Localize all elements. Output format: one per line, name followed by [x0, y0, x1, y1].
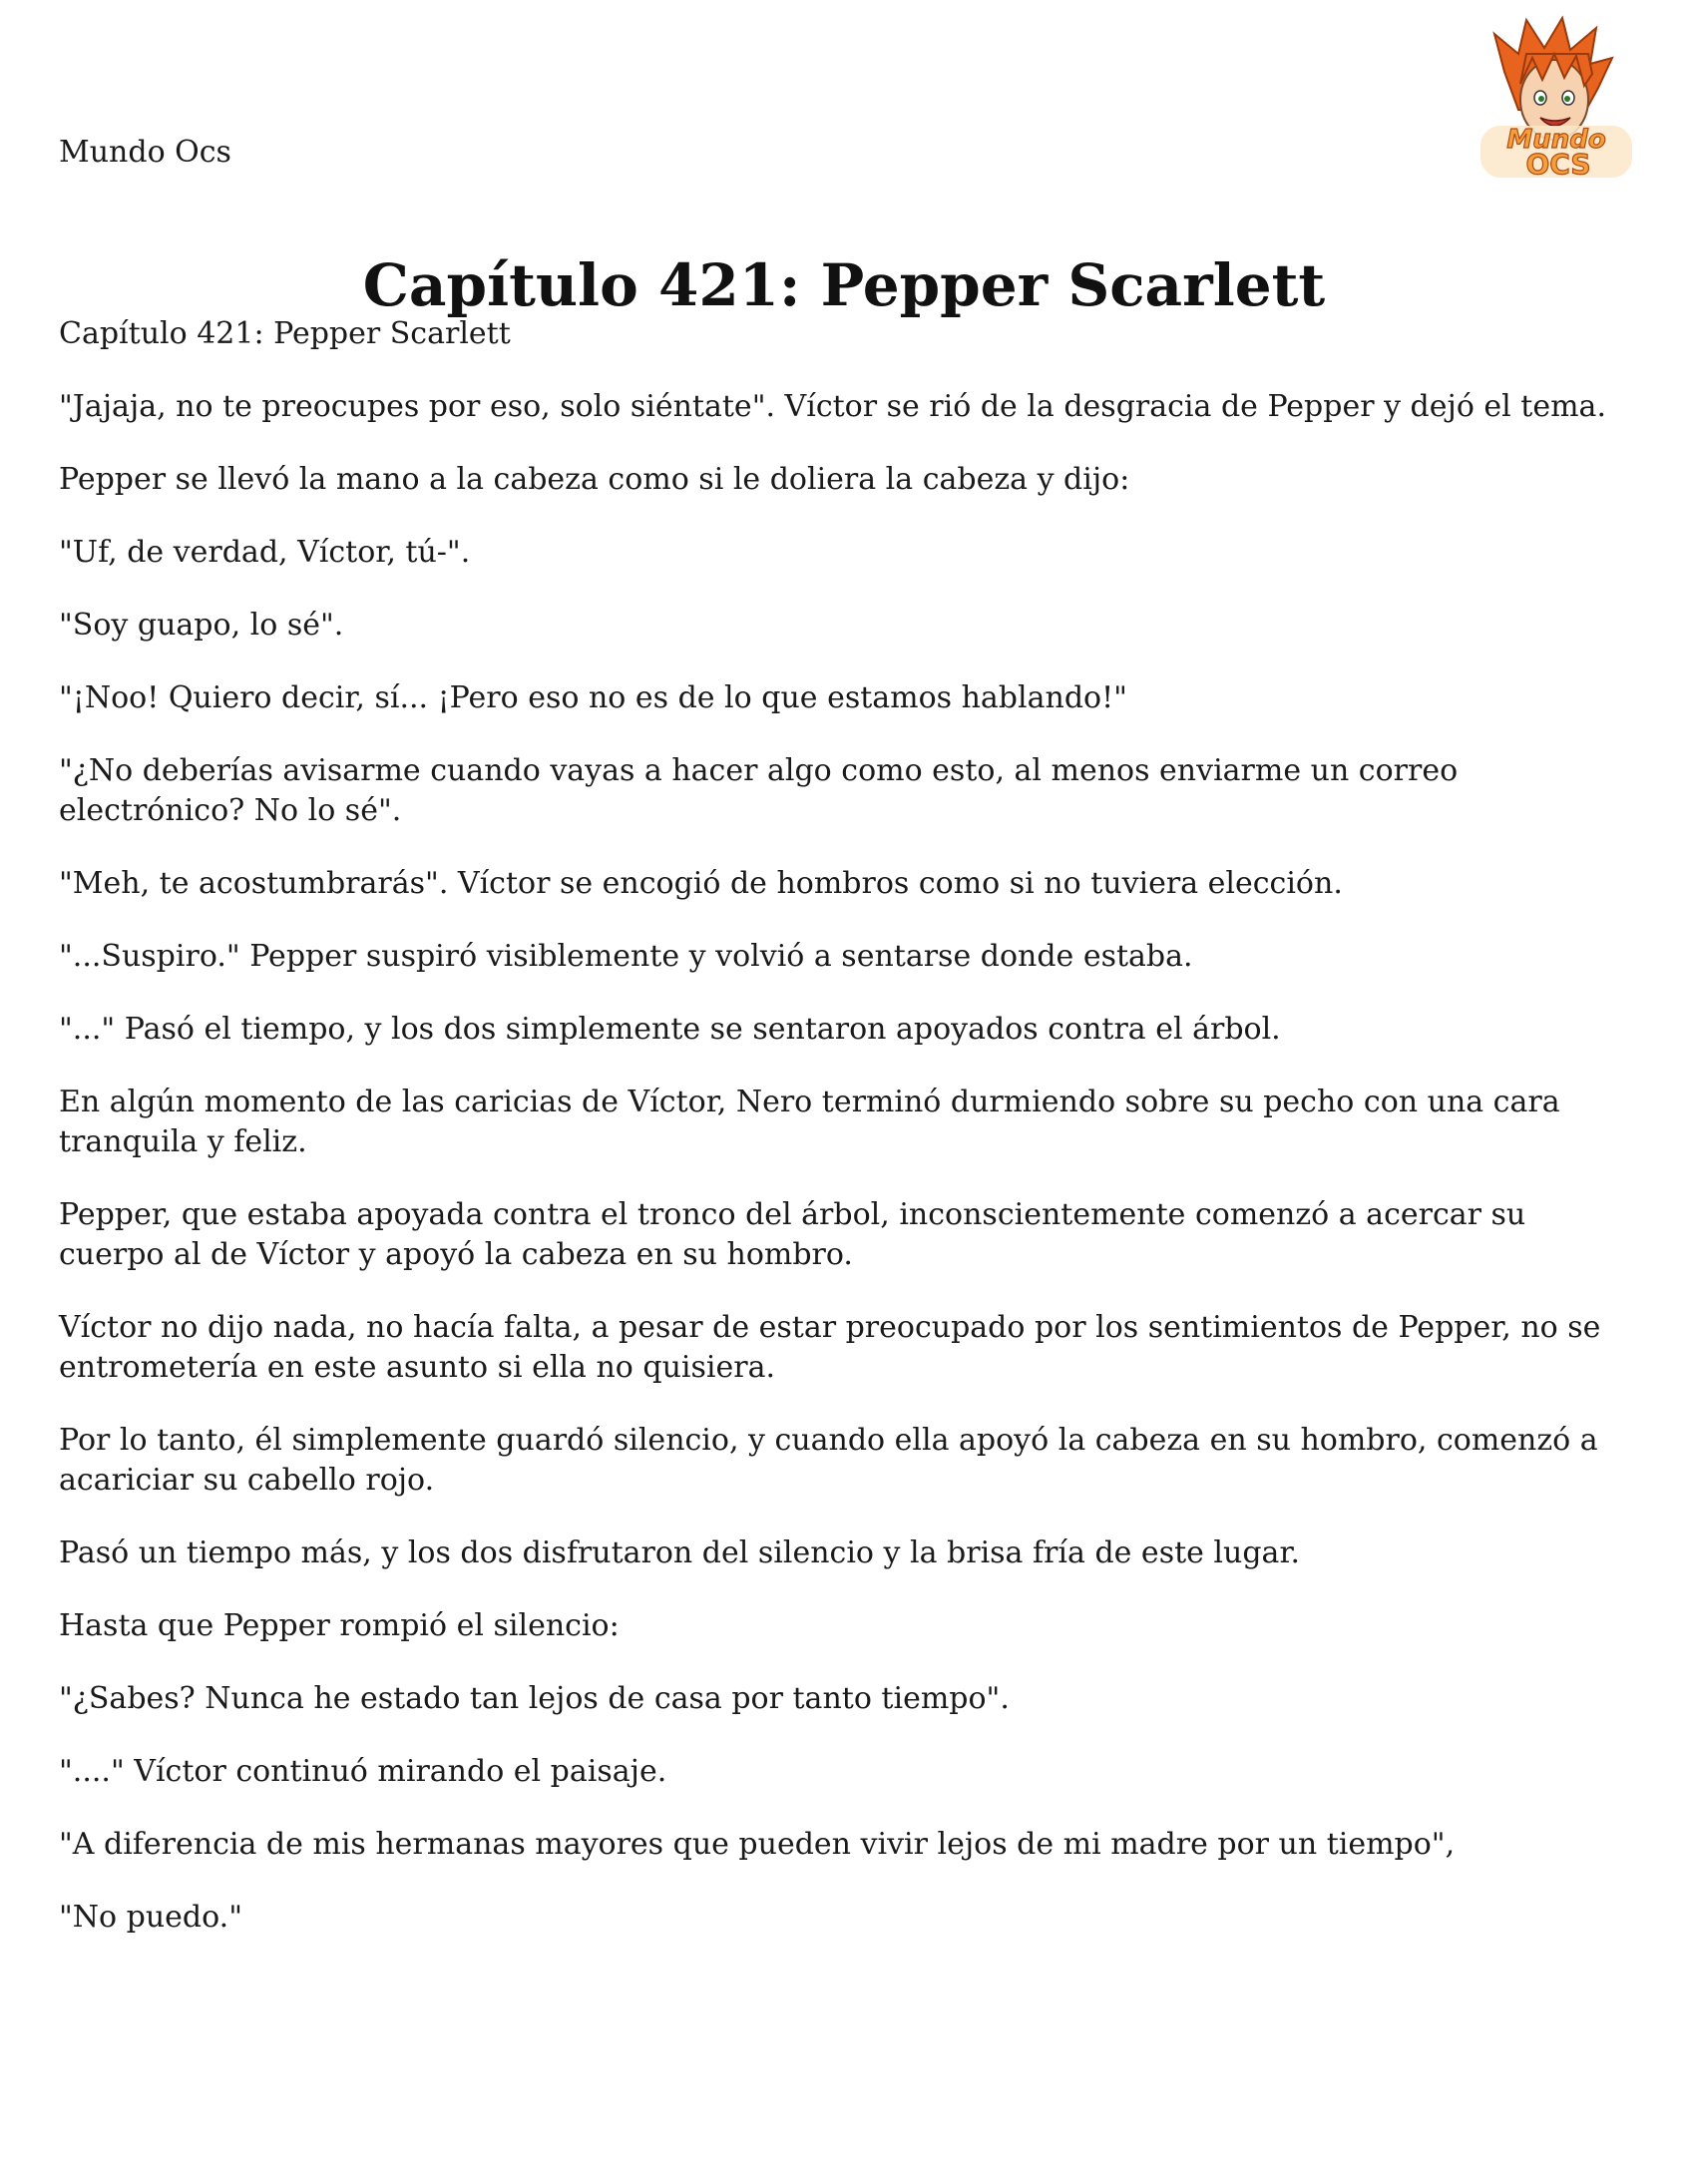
paragraph: Pepper, que estaba apoyada contra el tronco del árbol, inconscientemente comenzó a acercar su cuerpo al de Víctor y apoyó la cabeza en su hombro.: [59, 1197, 1526, 1272]
paragraph: "No puedo.": [59, 1900, 242, 1935]
paragraph: Víctor no dijo nada, no hacía falta, a pesar de estar preocupado por los sentimientos de Pepper, no se entrometería en este asunto si ella no quisiera.: [59, 1310, 1601, 1385]
paragraph: "...." Víctor continuó mirando el paisaje.: [59, 1754, 667, 1789]
chapter-body: [59, 314, 1615, 1970]
paragraph: "..." Pasó el tiempo, y los dos simplemente se sentaron apoyados contra el árbol.: [59, 1012, 1281, 1047]
paragraph: En algún momento de las caricias de Víctor, Nero terminó durmiendo sobre su pecho con una cara tranquila y feliz.: [59, 1085, 1560, 1159]
svg-text:Mundo: Mundo: [1506, 125, 1606, 155]
chapter-title: Capítulo 421: Pepper Scarlett: [362, 250, 1326, 319]
svg-text:OCS: OCS: [1525, 148, 1591, 181]
paragraph: "Jajaja, no te preocupes por eso, solo siéntate". Víctor se rió de la desgracia de Pepper y dejó el tema.: [59, 389, 1606, 424]
paragraph: "¿Sabes? Nunca he estado tan lejos de casa por tanto tiempo".: [59, 1681, 1010, 1716]
paragraph: "¡Noo! Quiero decir, sí... ¡Pero eso no es de lo que estamos hablando!": [59, 680, 1127, 715]
site-name: Mundo Ocs: [59, 135, 231, 170]
paragraph: Pepper se llevó la mano a la cabeza como si le doliera la cabeza y dijo:: [59, 462, 1130, 497]
paragraph: "Soy guapo, lo sé".: [59, 608, 344, 643]
paragraph: Por lo tanto, él simplemente guardó silencio, y cuando ella apoyó la cabeza en su hombro, comenzó a acariciar su cabello rojo.: [59, 1423, 1598, 1498]
paragraph: Hasta que Pepper rompió el silencio:: [59, 1608, 620, 1643]
mundo-ocs-logo: [1467, 14, 1646, 184]
paragraph: Capítulo 421: Pepper Scarlett: [59, 316, 511, 351]
paragraph: "¿No deberías avisarme cuando vayas a hacer algo como esto, al menos enviarme un correo electrónico? No lo sé".: [59, 753, 1459, 828]
mascot-logo-icon: [1467, 14, 1646, 184]
paragraph: "...Suspiro." Pepper suspiró visiblemente y volvió a sentarse donde estaba.: [59, 939, 1193, 974]
paragraph: "A diferencia de mis hermanas mayores que pueden vivir lejos de mi madre por un tiempo",: [59, 1827, 1456, 1862]
paragraph: Pasó un tiempo más, y los dos disfrutaron del silencio y la brisa fría de este lugar.: [59, 1535, 1301, 1570]
paragraph: "Meh, te acostumbrarás". Víctor se encogió de hombros como si no tuviera elección.: [59, 866, 1343, 901]
paragraph: "Uf, de verdad, Víctor, tú-".: [59, 535, 471, 570]
